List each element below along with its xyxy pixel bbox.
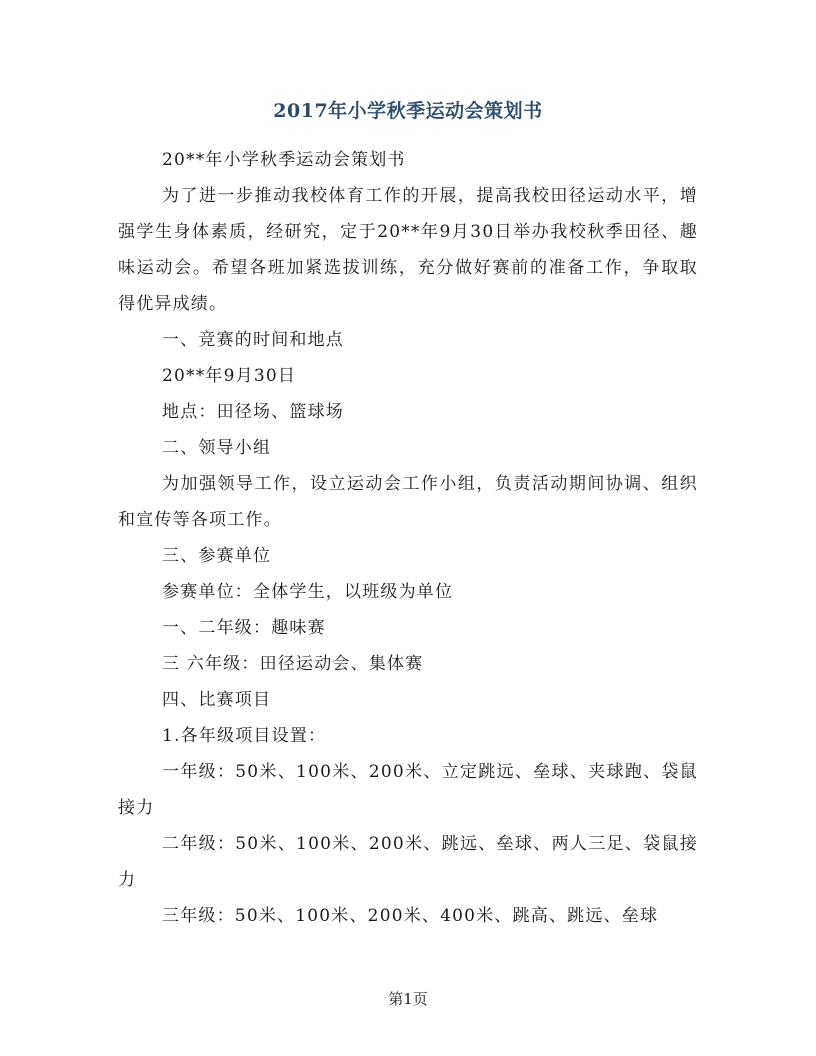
paragraph: 为了进一步推动我校体育工作的开展，提高我校田径运动水平，增强学生身体素质，经研究，定于20**年9月30日举办我校秋季田径、趣味运动会。希望各班加紧选拔训练，充分做好赛前的准备工作，争取取得优异成绩。 [118,186,698,314]
section-heading: 三、参赛单位 [162,546,272,566]
paragraph: 一、二年级：趣味赛 [162,618,326,638]
paragraph: 地点：田径场、篮球场 [162,402,344,422]
section-heading: 一、竞赛的时间和地点 [162,330,344,350]
page-title: 2017年小学秋季运动会策划书 [273,100,543,122]
paragraph: 参赛单位：全体学生，以班级为单位 [162,582,454,602]
paragraph: 一年级：50米、100米、200米、立定跳远、垒球、夹球跑、袋鼠接力 [118,762,698,818]
document-body [118,142,698,934]
section-heading: 四、比赛项目 [162,690,272,710]
paragraph: 20**年小学秋季运动会策划书 [162,150,406,170]
paragraph: 20**年9月30日 [162,366,297,386]
page-number: 第1页 [388,990,428,1008]
paragraph: 1.各年级项目设置： [162,726,327,746]
paragraph: 三 六年级：田径运动会、集体赛 [162,654,424,674]
section-heading: 二、领导小组 [162,438,272,458]
paragraph: 二年级：50米、100米、200米、跳远、垒球、两人三足、袋鼠接力 [118,834,698,890]
paragraph: 为加强领导工作，设立运动会工作小组，负责活动期间协调、组织和宣传等各项工作。 [118,474,698,530]
paragraph: 三年级：50米、100米、200米、400米、跳高、跳远、垒球 [162,906,659,926]
